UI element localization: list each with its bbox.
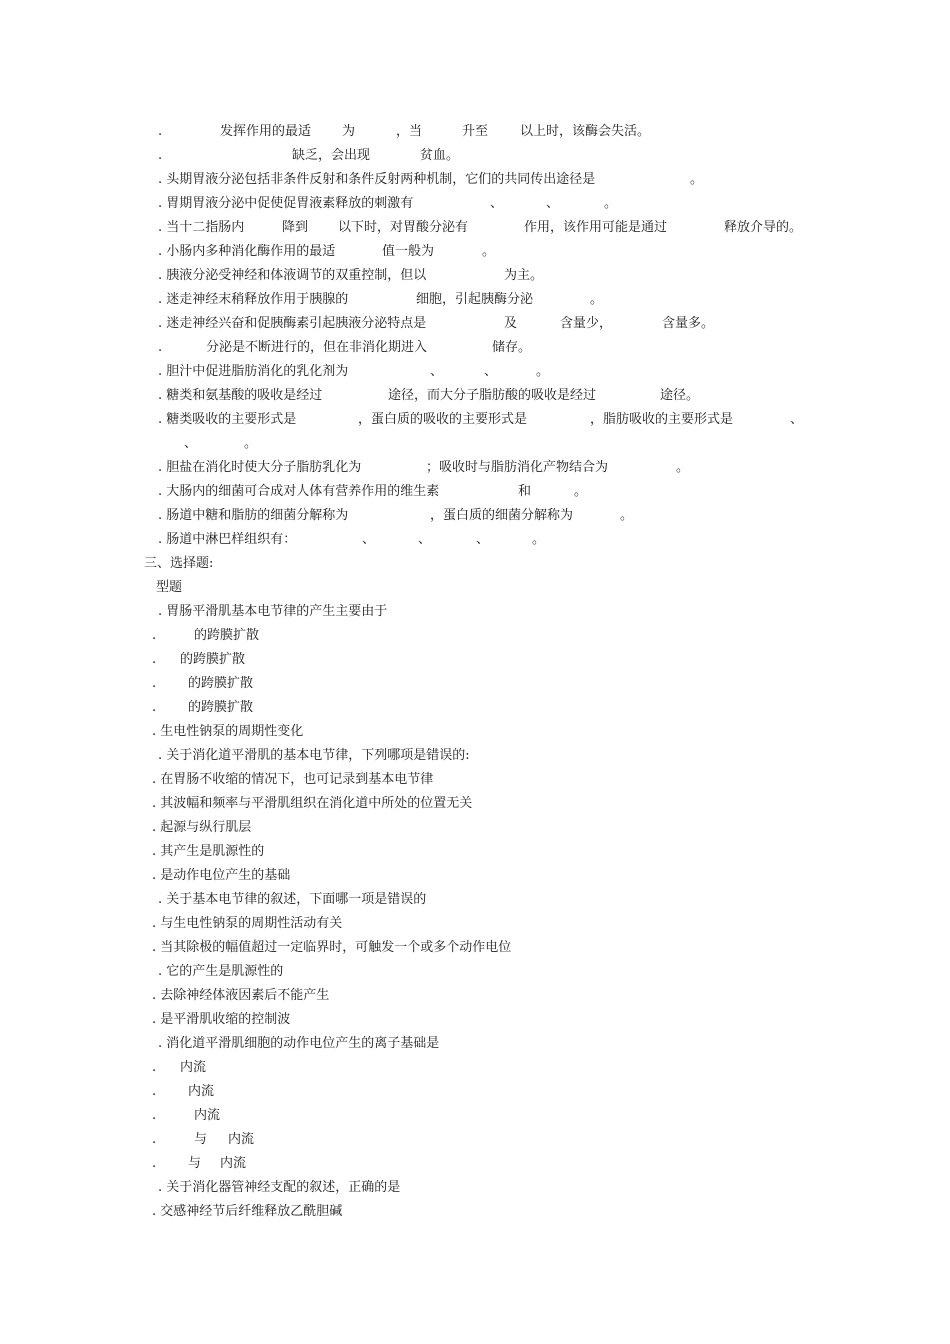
question-option: . 去除神经体液因素后不能产生 bbox=[152, 988, 330, 1003]
question-option: . 与 内流 bbox=[152, 1132, 255, 1147]
blank-item: . 胃期胃液分泌中促使促胃液素释放的刺激有 、 、 。 bbox=[158, 196, 618, 211]
question-option: . 是动作电位产生的基础 bbox=[152, 868, 291, 883]
question-stem: . 消化道平滑肌细胞的动作电位产生的离子基础是 bbox=[158, 1036, 440, 1051]
blank-item: . 糖类和氨基酸的吸收是经过 途径，而大分子脂肪酸的吸收是经过 途径。 bbox=[158, 388, 700, 403]
question-option: . 内流 bbox=[152, 1084, 215, 1099]
question-option: . 生电性钠泵的周期性变化 bbox=[152, 724, 304, 739]
question-option: . 的跨膜扩散 bbox=[152, 700, 254, 715]
subsection-title: 型题 bbox=[156, 580, 183, 595]
blank-item: . 当十二指肠内 降到 以下时，对胃酸分泌有 作用，该作用可能是通过 释放介导的。 bbox=[158, 220, 803, 235]
question-option: . 它的产生是肌源性的 bbox=[158, 964, 284, 979]
blank-item: . 大肠内的细菌可合成对人体有营养作用的维生素 和 。 bbox=[158, 484, 588, 499]
question-option: . 的跨膜扩散 bbox=[152, 676, 254, 691]
question-option: . 与 内流 bbox=[152, 1156, 247, 1171]
blank-item: . 肠道中糖和脂肪的细菌分解称为 ，蛋白质的细菌分解称为 。 bbox=[158, 508, 634, 523]
question-option: . 内流 bbox=[152, 1108, 221, 1123]
blank-item: . 迷走神经兴奋和促胰酶素引起胰液分泌特点是 及 含量少， 含量多。 bbox=[158, 316, 715, 331]
blank-item: . 小肠内多种消化酶作用的最适 值一般为 。 bbox=[158, 244, 496, 259]
blank-item: . 糖类吸收的主要形式是 ，蛋白质的吸收的主要形式是 ，脂肪吸收的主要形式是 、 bbox=[158, 412, 804, 427]
question-option: . 的跨膜扩散 bbox=[152, 652, 246, 667]
question-option: . 内流 bbox=[152, 1060, 207, 1075]
question-option: . 是平滑肌收缩的控制波 bbox=[152, 1012, 291, 1027]
question-stem: . 胃肠平滑肌基本电节律的产生主要由于 bbox=[158, 604, 388, 619]
question-option: . 起源与纵行肌层 bbox=[152, 820, 252, 835]
question-option: . 当其除极的幅值超过一定临界时，可触发一个或多个动作电位 bbox=[152, 940, 512, 955]
question-stem: . 关于消化道平滑肌的基本电节律，下列哪项是错误的: bbox=[158, 748, 470, 763]
blank-item: . 缺乏，会出现 贫血。 bbox=[158, 148, 460, 163]
question-option: . 交感神经节后纤维释放乙酰胆碱 bbox=[152, 1204, 343, 1219]
blank-item: . 迷走神经末稍释放作用于胰腺的 细胞，引起胰酶分泌 。 bbox=[158, 292, 604, 307]
question-stem: . 关于消化器管神经支配的叙述，正确的是 bbox=[158, 1180, 401, 1195]
question-option: . 与生电性钠泵的周期性活动有关 bbox=[152, 916, 343, 931]
question-option: . 其产生是肌源性的 bbox=[152, 844, 265, 859]
question-stem: . 关于基本电节律的叙述，下面哪一项是错误的 bbox=[158, 892, 427, 907]
blank-item: . 胆汁中促进脂肪消化的乳化剂为 、 、 。 bbox=[158, 364, 550, 379]
question-option: . 在胃肠不收缩的情况下，也可记录到基本电节律 bbox=[152, 772, 434, 787]
question-option: . 其波幅和频率与平滑肌组织在消化道中所处的位置无关 bbox=[152, 796, 473, 811]
blank-item: . 头期胃液分泌包括非条件反射和条件反射两种机制，它们的共同传出途径是 。 bbox=[158, 172, 704, 187]
blank-item: . 分泌是不断进行的，但在非消化期进入 储存。 bbox=[158, 340, 532, 355]
blank-item-continued: 、 。 bbox=[184, 436, 258, 451]
blank-item: . 胆盐在消化时使大分子脂肪乳化为 ；吸收时与脂肪消化产物结合为 。 bbox=[158, 460, 690, 475]
blank-item: . 胰液分泌受神经和体液调节的双重控制，但以 为主。 bbox=[158, 268, 544, 283]
question-option: . 的跨膜扩散 bbox=[152, 628, 260, 643]
blank-item: . 肠道中淋巴样组织有： 、 、 、 。 bbox=[158, 532, 546, 547]
blank-item: . 发挥作用的最适 为 ，当 升至 以上时，该酶会失活。 bbox=[158, 124, 651, 139]
section-title: 三、选择题: bbox=[144, 556, 214, 571]
